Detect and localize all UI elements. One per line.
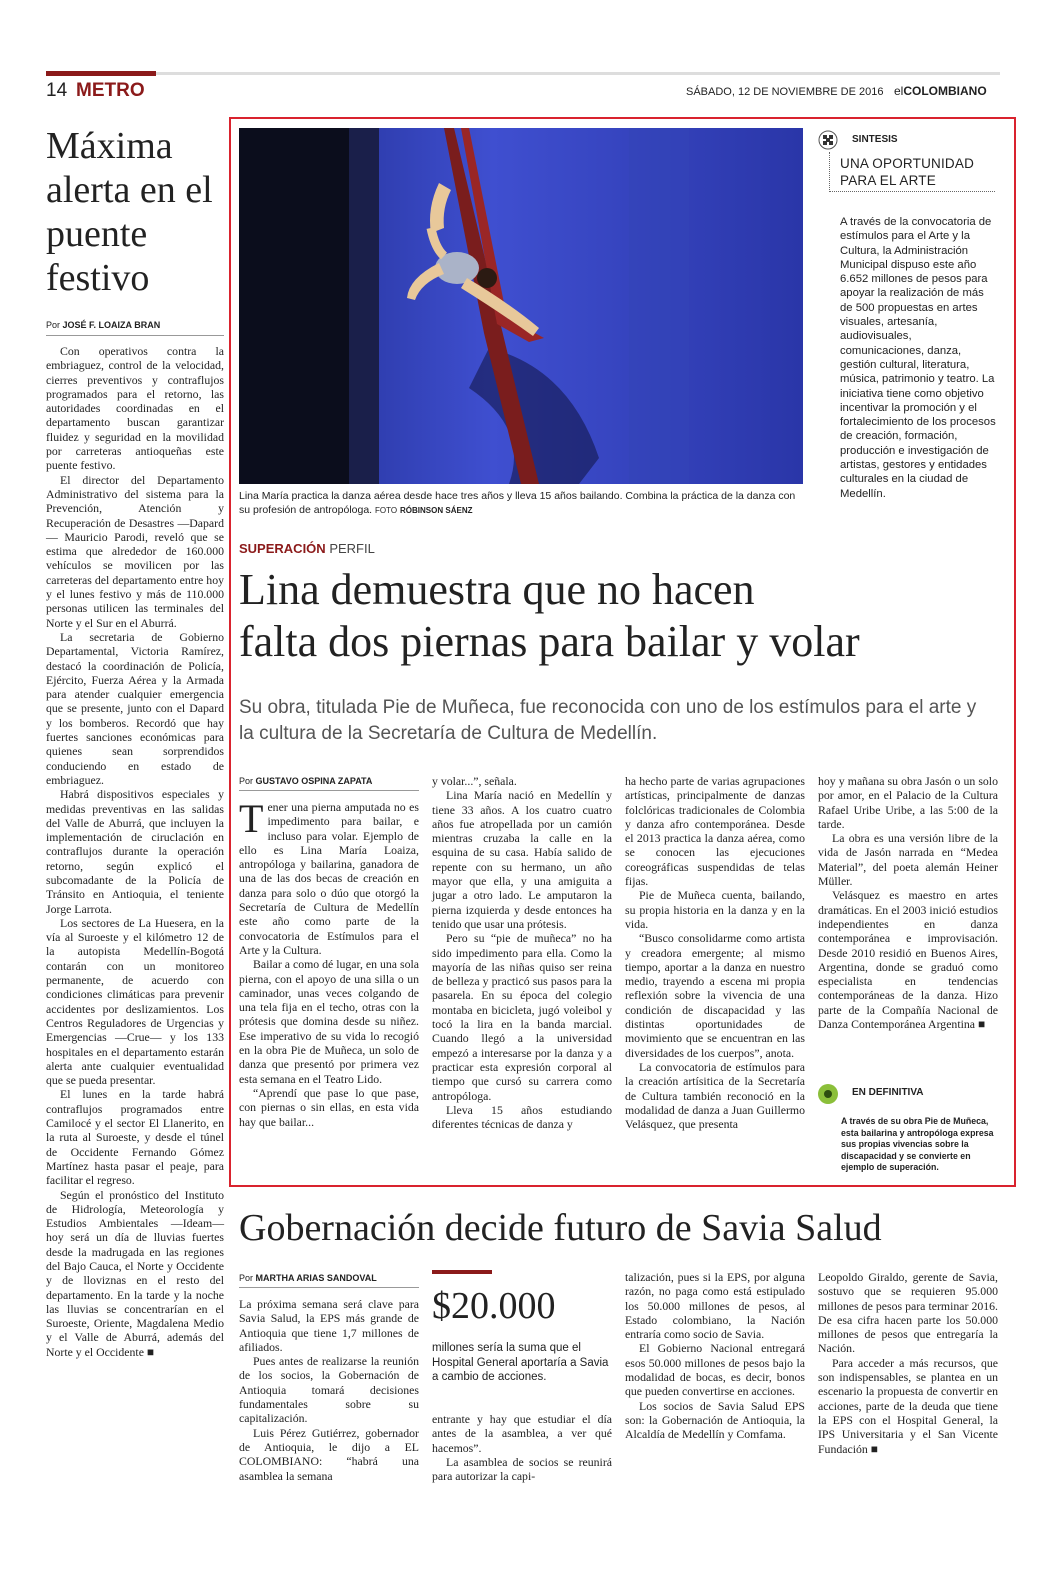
- sintesis-label: SINTESIS: [852, 134, 898, 145]
- kicker-main: SUPERACIÓN: [239, 541, 326, 556]
- key-figure: $20.000: [432, 1285, 556, 1327]
- left-byline-rule: [46, 335, 224, 336]
- paragraph: El director del Departamento Administrativo del sistema para la Prevención, Atención y Recuperación de Desastres —Dapard— Mauricio Parodi, reveló que se estima que alrededor de 160.000 vehículos se movilicen por las carreteras del departamento entre hoy y el lunes festivo y más de 110.000 personas utilicen las terminales del Norte y el Sur en el Aburrá.: [46, 472, 224, 630]
- paragraph: Los sectores de La Huesera, en la vía al Suroeste y el kilómetro 12 de la autopista Medellín-Bogotá contarán con un monitoreo permanente, de acuerdo con condiciones climáticas para prevenir accidentes por deslizamientos. Los Centros Reguladores de Urgencias y Emergencias —Crue— y los 133 hospitales en el departamento estarán alerta ante cualquier eventualidad que se pueda presentar.: [46, 915, 224, 1088]
- sintesis-vrule: [829, 152, 830, 192]
- key-figure-text: millones sería la suma que el Hospital General aportaría a Savia a cambio de acciones.: [432, 1342, 609, 1383]
- paragraph: La asamblea de socios se reunirá para autorizar la capi-: [432, 1454, 612, 1484]
- bottom-column-2: [432, 1412, 612, 1483]
- main-column-1: [239, 796, 419, 1129]
- dancer-photo: [239, 128, 803, 484]
- aerial-dancer-illustration: [239, 128, 803, 484]
- byline-author: GUSTAVO OSPINA ZAPATA: [255, 776, 373, 786]
- bottom-column-1: [239, 1297, 419, 1483]
- drop-cap: T: [239, 796, 264, 841]
- paragraph: Pues antes de realizarse la reunión de los socios, la Gobernación de Antioquia tomará decisiones fundamentales sobre su capitalización.: [239, 1354, 419, 1426]
- sintesis-icon: [818, 130, 838, 150]
- paragraph: ener una pierna amputada no es impedimento para bailar, e incluso para volar. Ejemplo de ello es Lina María Loaiza, antropóloga y bailarina, ganadora de una de las dos becas de creación en danza para solo o dúo que otorgó la Secretaría de Cultura de Medellín este año como parte de la convocatoria de Estímulos para el Arte y la Cultura.: [239, 800, 419, 957]
- page-number: 14: [46, 80, 68, 101]
- bottom-byline: [239, 1273, 377, 1283]
- bottom-column-3: [625, 1270, 805, 1442]
- header-rule: [46, 72, 1000, 75]
- paragraph: “Busco consolidarme como artista y creadora emergente; al mismo tiempo, aportar a la danza en nuestro medio, trayendo a escena mi propia reflexión sobre la vivencia de una condición de discapacidad y las distintas oportunidades de movimiento que se encuentran en las diversidades de los cuerpos”, anota.: [625, 931, 805, 1060]
- byline-author: JOSÉ F. LOAIZA BRAN: [62, 320, 161, 330]
- en-definitiva-icon: [818, 1084, 838, 1104]
- section-name: METRO: [76, 80, 145, 101]
- caption-text: Lina María practica la danza aérea desde hace tres años y lleva 15 años bailando. Combina la práctica de la danza con su profesión de antropóloga.: [239, 490, 796, 516]
- dateline: SÁBADO, 12 DE NOVIEMBRE DE 2016: [686, 86, 884, 98]
- photo-credit-label: FOTO: [375, 506, 398, 515]
- paragraph: El lunes en la tarde habrá contraflujos programados entre Camilocé y el sector El Llanerito, en la ruta al Suroeste, y desde el túnel de Occidente Fernando Gómez Martínez hasta pasar el peaje, para facilitar el regreso.: [46, 1087, 224, 1188]
- paragraph: El Gobierno Nacional entregará esos 50.000 millones de pesos bajo la modalidad de bocas, es decir, bonos que pueden convertirse en acciones.: [625, 1341, 805, 1399]
- paragraph: Lina María nació en Medellín y tiene 33 años. A los cuatro cuatro años fue atropellada por un camión mientras cruzaba la calle en la esquina de su casa. Había salido de repente con su hermano, un año mayor que ella, y una amiguita a jugar a otro lado. Le amputaron la pierna izquierda y desde entonces ha tenido que usar una prótesis.: [432, 788, 612, 931]
- main-column-3: [625, 774, 805, 1131]
- left-article-title: Máxima alerta en el puente festivo: [46, 125, 213, 299]
- article-deck: Su obra, titulada Pie de Muñeca, fue reconocida con uno de los estímulos para el arte y la cultura de la Secretaría de Cultura de Medellín.: [239, 697, 977, 744]
- bottom-headline: Gobernación decide futuro de Savia Salud: [239, 1207, 882, 1249]
- section-accent-bar: [46, 71, 156, 76]
- paragraph: talización, pues si la EPS, por alguna razón, no paga como está estipulado los 50.000 millones de pesos, al Estado colombiano, la Nación entraría como socio de Savia.: [625, 1270, 805, 1342]
- paragraph: Pie de Muñeca cuenta, bailando, su propia historia en la danza y en la vida.: [625, 888, 805, 931]
- paragraph: Leopoldo Giraldo, gerente de Savia, sostuvo que se requieren 95.000 millones de pesos para terminar 2016. De esa cifra hacen parte los 50.000 millones de pesos que entregaría la Nación.: [818, 1270, 998, 1356]
- main-headline-line2: falta dos piernas para bailar y volar: [239, 617, 860, 666]
- paragraph: Los socios de Savia Salud EPS son: la Gobernación de Antioquia, la Alcaldía de Medellín y Comfama.: [625, 1398, 805, 1442]
- paragraph: La convocatoria de estímulos para la creación artísitica de la Secretaría de Cultura también reconoció en la modalidad de danza a Juan Guillermo Velásquez, que presenta: [625, 1059, 805, 1132]
- paragraph: Habrá dispositivos especiales y medidas preventivas en las salidas del Valle de Aburrá, que incluyen la implementación de ciruclación en contraflujos durante la operación retorno, según explicó el subcomadante de la Policía de Tránsito en Antioquia, el teniente Jorge Larrota.: [46, 787, 224, 916]
- byline-por: Por: [239, 1273, 254, 1283]
- en-definitiva-text: A través de su obra Pie de Muñeca, esta bailarina y antropóloga expresa sus propias vivencias sobre la discapacidad y se convierte en ejemplo de superación.: [841, 1116, 994, 1172]
- article-kicker: [239, 541, 375, 556]
- main-byline-rule: [239, 790, 419, 791]
- paragraph: “Aprendí que pase lo que pase, con piernas o sin ellas, en esta vida hay que bailar...: [239, 1085, 419, 1129]
- sintesis-text: A través de la convocatoria de estímulos para el Arte y la Cultura, la Administración Municipal dispuso este año 6.652 millones de pesos para apoyar la realización de más de 500 propuestas en artes visuales, artesanía, audiovisuales, comunicaciones, danza, gestión cultural, literatura, música, patrimonio y teatro. La iniciativa tiene como objetivo incentivar la promoción y el fortalecimiento de los procesos de creación, formación, producción e investigación de artistas, gestores y entidades culturales en la ciudad de Medellín.: [840, 216, 996, 500]
- paragraph: Pero su “pie de muñeca” no ha sido impedimento para ella. Como la mayoría de las niñas quiso ser reina de belleza y practicó sus pasos para la pasarela. En su época del colegio montaba en bicicleta, jugó voleibol y tocó la lira en la banda marcial. Cuando llegó a la universidad empezó a interesarse por la danza y a practicar esta expresión corporal al tiempo que cursó su carrera como antropóloga.: [432, 931, 612, 1103]
- paragraph: Luis Pérez Gutiérrez, gobernador de Antioquia, le dijo a EL COLOMBIANO: “habrá una asamblea la semana: [239, 1425, 419, 1483]
- paragraph: Según el pronóstico del Instituto de Hidrología, Meteorología y Estudios Ambientales —Ideam— hoy será un día de lluvias fuertes desde la madrugada en las regiones del Bajo Cauca, el Norte y Occidente y de lloviznas en el resto del departamento. En la tarde y la noche las lluvias se concentrarían en el Suroeste, Oriente, Magdalena Medio y el Valle de Aburrá, además del Norte y el Occidente ■: [46, 1187, 224, 1359]
- main-column-4: [818, 774, 998, 1031]
- paragraph: Con operativos contra la embriaguez, control de la velocidad, cierres preventivos y contraflujos programados para el retorno, las autoridades coordinadas en el departamento buscan garantizar fluidez y seguridad en la movilidad por carreteras antioqueñas este puente festivo.: [46, 344, 224, 473]
- byline-author: MARTHA ARIAS SANDOVAL: [255, 1273, 377, 1283]
- newspaper-name: [894, 84, 987, 98]
- paragraph: La obra es una versión libre de la vida de Jasón narrada en “Medea Material”, del poeta alemán Heiner Müller.: [818, 831, 998, 889]
- figure-accent-bar: [432, 1270, 492, 1274]
- main-column-2: [432, 774, 612, 1131]
- paragraph: La próxima semana será clave para Savia Salud, la EPS más grande de Antioquia que tiene 1,7 millones de afiliados.: [239, 1297, 419, 1354]
- sintesis-rule: [829, 191, 995, 192]
- paragraph: Para acceder a más recursos, que son indispensables, se plantea en un escenario la propuesta de convertir en acciones, parte de la deuda que tiene la EPS con el Hospital General, la IPS Universitaria y el San Vicente Fundación ■: [818, 1355, 998, 1456]
- en-definitiva-label: EN DEFINITIVA: [852, 1087, 924, 1098]
- bottom-column-4: [818, 1270, 998, 1456]
- paragraph: Velásquez es maestro en artes dramáticas. En el 2003 inició estudios independientes en danza contemporánea e improvisación. Desde 2010 residió en Buenos Aires, Argentina, donde se graduó como especialista en tendencias contemporáneas de la danza. Hizo parte de la Compañía Nacional de Danza Contemporánea Argentina ■: [818, 888, 998, 1032]
- kicker-sub: PERFIL: [329, 541, 375, 556]
- paragraph: ha hecho parte de varias agrupaciones artísticas, principalmente de danzas folclóricas tradicionales de Colombia y danza afro contemporánea. Desde el 2013 practica la danza aérea, como se conocen las ejecuciones coreográficas suspendidas de telas fijas.: [625, 774, 805, 889]
- paragraph: y volar...”, señala.: [432, 774, 517, 788]
- newspaper-title: COLOMBIANO: [903, 84, 987, 98]
- byline-por: Por: [239, 776, 254, 786]
- paragraph: entrante y hay que estudiar el día antes de la asamblea, a ver qué hacemos”.: [432, 1412, 612, 1455]
- main-byline: [239, 776, 372, 786]
- photo-caption: [239, 489, 805, 518]
- left-article-body: [46, 344, 224, 1359]
- paragraph: Lleva 15 años estudiando diferentes técnicas de danza y: [432, 1102, 612, 1132]
- paragraph: hoy y mañana su obra Jasón o un solo por amor, en el Palacio de la Cultura Rafael Uribe Uribe, a las 5:00 de la tarde.: [818, 774, 998, 831]
- main-headline-line1: Lina demuestra que no hacen: [239, 565, 755, 614]
- sintesis-title: UNA OPORTUNIDAD PARA EL ARTE: [840, 156, 975, 188]
- paragraph: Bailar a como dé lugar, en una sola pierna, con el apoyo de una silla o un caminador, unas veces colgando de una tela fija en el techo, otras con la prótesis que domina desde su niñez. Ese imperativo de su vida lo recogió en la obra Pie de Muñeca, un solo de danza que presentó por primera vez esta semana en el Teatro Lido.: [239, 957, 419, 1086]
- byline-por: Por: [46, 320, 61, 330]
- left-article-byline: [46, 320, 226, 330]
- newspaper-prefix: el: [894, 84, 904, 98]
- bottom-byline-rule: [239, 1287, 419, 1288]
- paragraph: La secretaria de Gobierno Departamental, Victoria Ramírez, destacó la coordinación de Policía, Ejército, Fuerza Aérea y la Armada para atender cualquier emergencia que se presente, junto con el Dapard y los bomberos. Recordó que hay fuertes sanciones económicas para quienes sean sorprendidos conduciendo en estado de embriaguez.: [46, 629, 224, 787]
- photo-credit-name: RÓBINSON SÁENZ: [400, 506, 473, 515]
